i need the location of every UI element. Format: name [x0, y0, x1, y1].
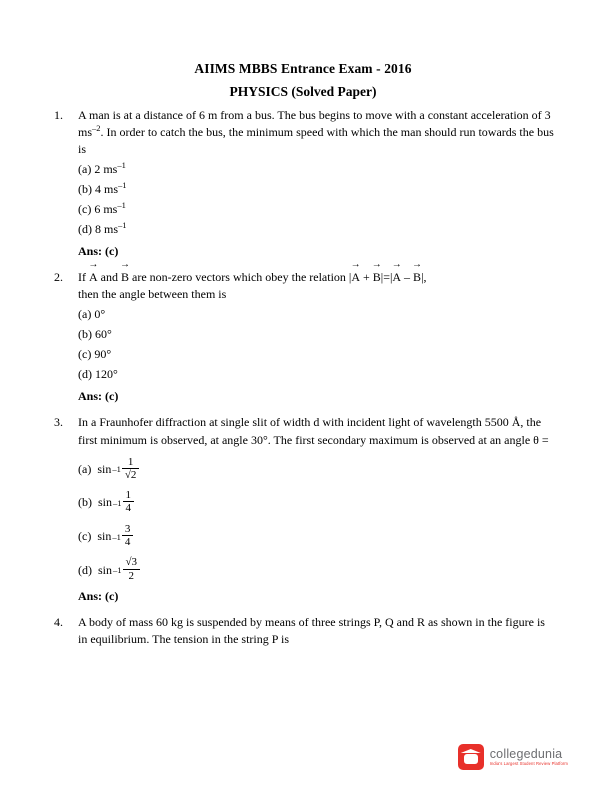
- operator-minus: –: [404, 270, 411, 285]
- question-3: [52, 414, 554, 605]
- option-function: sin: [97, 461, 112, 476]
- option-b[interactable]: [78, 326, 554, 343]
- vector-b3: [412, 259, 423, 286]
- vector-arrow-icon: →: [350, 259, 361, 271]
- option-label: (b): [78, 327, 92, 342]
- question-number: 1.: [54, 108, 63, 122]
- option-label: (c): [78, 347, 92, 362]
- option-value: 6 ms: [94, 202, 118, 217]
- question-number: 2.: [54, 270, 63, 285]
- option-label: (a): [78, 162, 92, 177]
- option-value: 0°: [94, 307, 106, 322]
- vector-b: [120, 259, 130, 286]
- question-text: A body of mass 60 kg is suspended by means of three strings P, Q and R as shown in the figure is in equilibrium. The tension in the string P is: [78, 615, 545, 647]
- option-label: (b): [78, 182, 92, 197]
- option-label: (c): [78, 202, 92, 217]
- option-label: (d): [78, 367, 92, 382]
- question-body: [78, 259, 554, 405]
- option-b[interactable]: (b) sin –1 $\frac{1}{4}$: [78, 490, 554, 516]
- vector-b2: [371, 259, 382, 286]
- question-text-part3: are non-zero vectors which obey the relation |: [132, 270, 352, 285]
- option-a[interactable]: [78, 161, 554, 178]
- option-function: sin: [98, 495, 113, 510]
- option-superscript: –1: [118, 220, 127, 231]
- fraction-denominator: 4: [125, 502, 132, 515]
- fraction-denominator: 4: [124, 536, 131, 549]
- vector-symbol: A: [392, 270, 402, 285]
- option-c[interactable]: [78, 346, 554, 363]
- option-label: (a): [78, 307, 92, 322]
- page-title: AIIMS MBBS Entrance Exam - 2016: [194, 61, 412, 76]
- vector-arrow-icon: →: [412, 259, 423, 271]
- question-2: [52, 259, 554, 405]
- option-a[interactable]: (a) sin –1 $\frac{1}{√2}$: [78, 457, 554, 483]
- question-1: [52, 107, 554, 260]
- fraction-denominator: 2: [128, 569, 135, 582]
- option-c[interactable]: [78, 201, 554, 218]
- option-b[interactable]: [78, 181, 554, 198]
- question-4: [52, 614, 554, 648]
- fraction: [122, 456, 140, 482]
- option-label: (c): [78, 529, 92, 544]
- question-number: 4.: [54, 615, 63, 630]
- fraction-numerator: √3: [123, 556, 141, 569]
- question-text-line2: then the angle between them is: [78, 287, 227, 302]
- page-subtitle: PHYSICS (Solved Paper): [229, 83, 377, 99]
- answer-line: Ans: (c): [78, 244, 119, 259]
- question-text-part2: . In order to catch the bus, the minimum speed with which the man should run towards the bus is: [78, 125, 554, 157]
- fraction-numerator: 3: [122, 523, 134, 536]
- answer-line: Ans: (c): [78, 389, 119, 404]
- watermark-tagline: India's Largest Student Review Platform: [489, 760, 568, 766]
- question-body: [78, 414, 554, 605]
- option-value: 2 ms: [94, 162, 118, 177]
- question-text-part4: |=|: [380, 270, 393, 285]
- option-value: 8 ms: [95, 222, 119, 237]
- option-c[interactable]: (c) sin –1 $\frac{3}{4}$: [78, 524, 554, 550]
- vector-a: [88, 259, 99, 286]
- fraction: [123, 489, 135, 515]
- fraction-numerator: 1: [123, 489, 135, 502]
- vector-arrow-icon: →: [371, 259, 382, 271]
- vector-arrow-icon: →: [391, 259, 402, 271]
- option-superscript: –1: [117, 160, 126, 171]
- question-text: [78, 107, 554, 158]
- watermark-logo: [458, 744, 568, 770]
- option-value: 4 ms: [95, 182, 119, 197]
- vector-symbol: B: [372, 270, 381, 285]
- watermark-text: [490, 748, 568, 767]
- question-text: In a Fraunhofer diffraction at single slit of width d with incident light of wavelength 5500 Å, the first minimum is observed, at angle 30°. The first secondary maximum is observed at an angle θ =: [78, 415, 549, 447]
- vector-symbol: B: [413, 270, 422, 285]
- option-value: 90°: [94, 347, 112, 362]
- question-number: 3.: [54, 415, 63, 430]
- option-label: (d): [78, 562, 92, 577]
- vector-symbol: A: [89, 270, 98, 285]
- vector-a3: [391, 259, 402, 286]
- question-text-part1: If: [78, 270, 86, 285]
- answer-line: Ans: (c): [78, 589, 119, 604]
- option-superscript: –1: [118, 180, 127, 191]
- vector-arrow-icon: →: [120, 259, 130, 271]
- vector-a2: [350, 259, 361, 286]
- option-a[interactable]: [78, 306, 554, 323]
- question-text-part5: |,: [421, 270, 427, 285]
- watermark-name: collegedunia: [489, 746, 563, 761]
- fraction: [122, 523, 134, 549]
- question-body: [78, 107, 554, 260]
- option-function: sin: [97, 529, 112, 544]
- vector-symbol: B: [121, 270, 130, 285]
- option-value: 120°: [95, 367, 118, 382]
- option-d[interactable]: (d) sin –1 $\frac{√3}{2}$: [78, 557, 554, 583]
- option-superscript: –1: [117, 200, 126, 211]
- question-text: [78, 259, 554, 286]
- cap-shape: [461, 749, 481, 753]
- vector-symbol: A: [351, 270, 360, 285]
- operator-plus: +: [363, 270, 370, 285]
- question-text-superscript: –2: [92, 123, 101, 134]
- option-label: (b): [78, 495, 92, 510]
- question-body: [78, 614, 554, 648]
- option-d[interactable]: [78, 366, 554, 383]
- option-label: (d): [78, 222, 92, 237]
- face-shape: [464, 754, 478, 764]
- vector-arrow-icon: →: [88, 259, 99, 271]
- option-label: (a): [78, 461, 92, 476]
- option-value: 60°: [95, 327, 112, 342]
- fraction-numerator: 1: [122, 456, 140, 469]
- fraction-denominator: √2: [124, 468, 137, 481]
- option-function: sin: [98, 562, 113, 577]
- question-text-part1: A man is at a distance of 6 m from a bus. The bus begins to move with a constant acceleration of 3 ms: [78, 108, 551, 140]
- graduate-cap-icon: [458, 744, 484, 770]
- question-text-part2: and: [100, 270, 118, 285]
- fraction: [123, 556, 141, 582]
- option-d[interactable]: [78, 221, 554, 238]
